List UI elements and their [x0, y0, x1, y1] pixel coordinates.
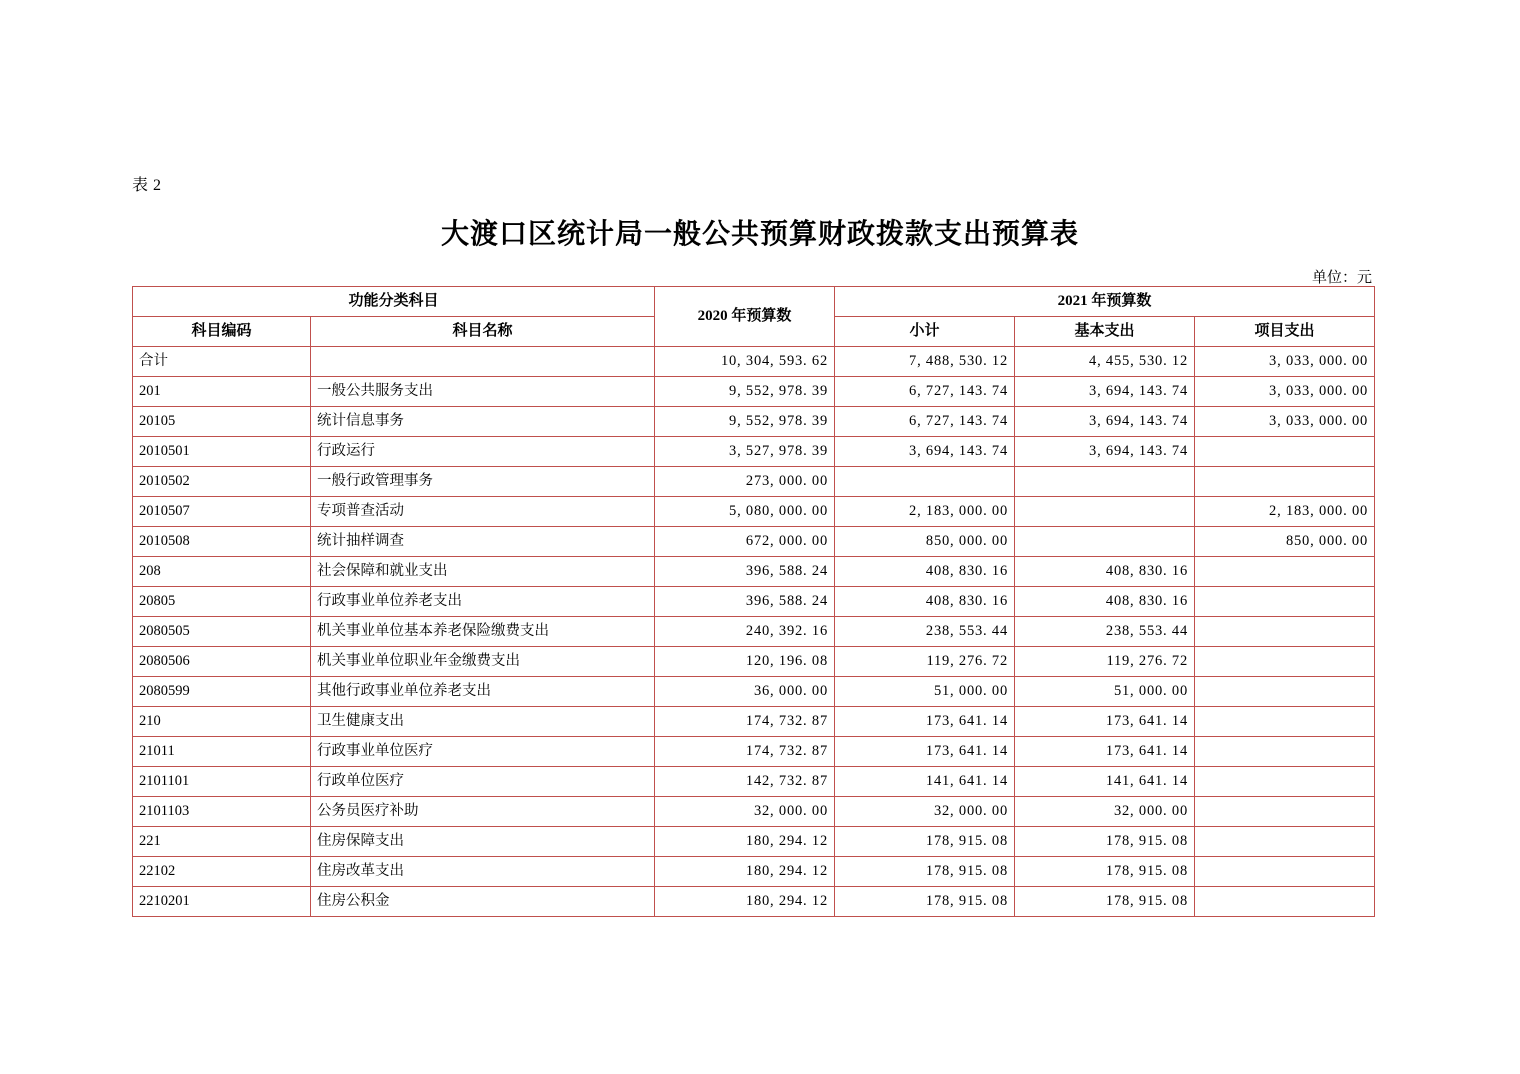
- table-row: [133, 347, 1375, 377]
- cell-2021-basic: 178, 915. 08: [1015, 857, 1195, 887]
- cell-2020-budget: 36, 000. 00: [655, 677, 835, 707]
- cell-subject-name: 住房改革支出: [311, 857, 655, 887]
- cell-2021-basic: 3, 694, 143. 74: [1015, 377, 1195, 407]
- cell-2020-budget: 9, 552, 978. 39: [655, 377, 835, 407]
- table-row: [133, 707, 1375, 737]
- cell-2021-project: [1195, 797, 1375, 827]
- cell-2021-subtotal: 238, 553. 44: [835, 617, 1015, 647]
- cell-2021-basic: 51, 000. 00: [1015, 677, 1195, 707]
- cell-subject-code: 2010507: [133, 497, 311, 527]
- cell-2021-subtotal: 850, 000. 00: [835, 527, 1015, 557]
- cell-2021-subtotal: 408, 830. 16: [835, 557, 1015, 587]
- cell-2020-budget: 396, 588. 24: [655, 587, 835, 617]
- cell-2021-subtotal: 408, 830. 16: [835, 587, 1015, 617]
- cell-subject-name: 一般公共服务支出: [311, 377, 655, 407]
- cell-subject-code: 21011: [133, 737, 311, 767]
- cell-2021-project: [1195, 887, 1375, 917]
- cell-2020-budget: 3, 527, 978. 39: [655, 437, 835, 467]
- cell-subject-name: 公务员医疗补助: [311, 797, 655, 827]
- cell-2020-budget: 174, 732. 87: [655, 737, 835, 767]
- cell-2021-basic: 178, 915. 08: [1015, 827, 1195, 857]
- cell-2021-basic: 3, 694, 143. 74: [1015, 407, 1195, 437]
- cell-subject-name: 住房保障支出: [311, 827, 655, 857]
- table-row: [133, 887, 1375, 917]
- cell-2020-budget: 180, 294. 12: [655, 857, 835, 887]
- table-row: [133, 377, 1375, 407]
- cell-2021-project: 2, 183, 000. 00: [1195, 497, 1375, 527]
- cell-subject-name: 统计信息事务: [311, 407, 655, 437]
- cell-subject-code: 2010502: [133, 467, 311, 497]
- cell-subject-code: 2210201: [133, 887, 311, 917]
- cell-subject-code: 2101103: [133, 797, 311, 827]
- cell-2020-budget: 180, 294. 12: [655, 827, 835, 857]
- cell-2020-budget: 10, 304, 593. 62: [655, 347, 835, 377]
- cell-2021-subtotal: 173, 641. 14: [835, 707, 1015, 737]
- cell-subject-code: 208: [133, 557, 311, 587]
- cell-2021-subtotal: 32, 000. 00: [835, 797, 1015, 827]
- cell-2020-budget: 120, 196. 08: [655, 647, 835, 677]
- table-row: [133, 677, 1375, 707]
- cell-subject-name: [311, 347, 655, 377]
- cell-2021-basic: 3, 694, 143. 74: [1015, 437, 1195, 467]
- header-year-2021: 2021 年预算数: [835, 287, 1375, 317]
- cell-subject-name: 其他行政事业单位养老支出: [311, 677, 655, 707]
- cell-2020-budget: 273, 000. 00: [655, 467, 835, 497]
- header-functional-category: 功能分类科目: [133, 287, 655, 317]
- cell-subject-code: 2080506: [133, 647, 311, 677]
- table-row: [133, 647, 1375, 677]
- cell-2021-project: [1195, 737, 1375, 767]
- cell-2021-subtotal: 178, 915. 08: [835, 887, 1015, 917]
- page-title: 大渡口区统计局一般公共预算财政拨款支出预算表: [440, 219, 1079, 250]
- cell-2021-subtotal: 3, 694, 143. 74: [835, 437, 1015, 467]
- cell-subject-code: 20805: [133, 587, 311, 617]
- cell-2021-basic: 119, 276. 72: [1015, 647, 1195, 677]
- unit-note: 单位：元: [1311, 270, 1372, 286]
- cell-2021-project: 3, 033, 000. 00: [1195, 347, 1375, 377]
- cell-2020-budget: 240, 392. 16: [655, 617, 835, 647]
- cell-2021-basic: 141, 641. 14: [1015, 767, 1195, 797]
- cell-subject-code: 2010508: [133, 527, 311, 557]
- cell-subject-code: 2080599: [133, 677, 311, 707]
- table-body: [133, 347, 1375, 917]
- cell-2020-budget: 5, 080, 000. 00: [655, 497, 835, 527]
- cell-subject-name: 卫生健康支出: [311, 707, 655, 737]
- cell-2021-subtotal: [835, 467, 1015, 497]
- cell-subject-code: 20105: [133, 407, 311, 437]
- cell-2021-subtotal: 2, 183, 000. 00: [835, 497, 1015, 527]
- cell-2020-budget: 9, 552, 978. 39: [655, 407, 835, 437]
- cell-2021-project: [1195, 707, 1375, 737]
- cell-2021-basic: [1015, 467, 1195, 497]
- table-row: [133, 617, 1375, 647]
- cell-2021-basic: 178, 915. 08: [1015, 887, 1195, 917]
- cell-2021-subtotal: 6, 727, 143. 74: [835, 377, 1015, 407]
- table-header-row-1: [133, 287, 1375, 317]
- cell-2021-basic: 408, 830. 16: [1015, 587, 1195, 617]
- cell-subject-name: 行政运行: [311, 437, 655, 467]
- table-row: [133, 557, 1375, 587]
- sheet-label: 表 2: [132, 177, 162, 194]
- cell-subject-code: 221: [133, 827, 311, 857]
- header-year-2020: 2020 年预算数: [655, 287, 835, 347]
- cell-subject-code: 210: [133, 707, 311, 737]
- cell-subject-name: 行政事业单位养老支出: [311, 587, 655, 617]
- table-row: [133, 767, 1375, 797]
- table-row: [133, 857, 1375, 887]
- cell-2021-basic: [1015, 527, 1195, 557]
- cell-2021-basic: 238, 553. 44: [1015, 617, 1195, 647]
- cell-2020-budget: 396, 588. 24: [655, 557, 835, 587]
- table-row: [133, 737, 1375, 767]
- header-basic-expenditure: 基本支出: [1015, 317, 1195, 347]
- cell-2021-basic: 408, 830. 16: [1015, 557, 1195, 587]
- budget-table: [132, 286, 1375, 917]
- cell-subject-name: 专项普查活动: [311, 497, 655, 527]
- cell-2021-basic: 4, 455, 530. 12: [1015, 347, 1195, 377]
- cell-2021-subtotal: 119, 276. 72: [835, 647, 1015, 677]
- cell-2021-project: [1195, 767, 1375, 797]
- table-row: [133, 407, 1375, 437]
- cell-2021-subtotal: 173, 641. 14: [835, 737, 1015, 767]
- table-row: [133, 797, 1375, 827]
- cell-subject-code: 201: [133, 377, 311, 407]
- cell-2021-project: 3, 033, 000. 00: [1195, 377, 1375, 407]
- cell-2021-project: [1195, 827, 1375, 857]
- table-row: [133, 527, 1375, 557]
- cell-subject-code: 22102: [133, 857, 311, 887]
- cell-2021-subtotal: 141, 641. 14: [835, 767, 1015, 797]
- cell-2020-budget: 142, 732. 87: [655, 767, 835, 797]
- cell-subject-name: 社会保障和就业支出: [311, 557, 655, 587]
- header-project-expenditure: 项目支出: [1195, 317, 1375, 347]
- cell-2021-subtotal: 178, 915. 08: [835, 827, 1015, 857]
- cell-subject-code: 2080505: [133, 617, 311, 647]
- cell-subject-code: 合计: [133, 347, 311, 377]
- table-head: [133, 287, 1375, 347]
- cell-2020-budget: 180, 294. 12: [655, 887, 835, 917]
- cell-subject-name: 机关事业单位职业年金缴费支出: [311, 647, 655, 677]
- cell-2021-basic: [1015, 497, 1195, 527]
- table-row: [133, 827, 1375, 857]
- cell-subject-code: 2101101: [133, 767, 311, 797]
- header-subject-name: 科目名称: [311, 317, 655, 347]
- budget-table-container: [132, 286, 1374, 917]
- cell-2021-project: [1195, 677, 1375, 707]
- cell-2021-project: 850, 000. 00: [1195, 527, 1375, 557]
- cell-2021-project: [1195, 467, 1375, 497]
- cell-subject-name: 机关事业单位基本养老保险缴费支出: [311, 617, 655, 647]
- cell-2021-basic: 173, 641. 14: [1015, 737, 1195, 767]
- cell-2021-project: [1195, 437, 1375, 467]
- table-row: [133, 587, 1375, 617]
- cell-2021-basic: 173, 641. 14: [1015, 707, 1195, 737]
- cell-2021-project: [1195, 647, 1375, 677]
- cell-subject-name: 统计抽样调查: [311, 527, 655, 557]
- cell-2021-project: 3, 033, 000. 00: [1195, 407, 1375, 437]
- cell-2021-project: [1195, 857, 1375, 887]
- cell-2021-project: [1195, 557, 1375, 587]
- cell-2021-subtotal: 7, 488, 530. 12: [835, 347, 1015, 377]
- cell-subject-name: 一般行政管理事务: [311, 467, 655, 497]
- cell-2021-project: [1195, 587, 1375, 617]
- cell-2021-subtotal: 6, 727, 143. 74: [835, 407, 1015, 437]
- header-subtotal: 小计: [835, 317, 1015, 347]
- cell-subject-name: 住房公积金: [311, 887, 655, 917]
- table-row: [133, 497, 1375, 527]
- cell-2020-budget: 672, 000. 00: [655, 527, 835, 557]
- cell-subject-code: 2010501: [133, 437, 311, 467]
- cell-2020-budget: 174, 732. 87: [655, 707, 835, 737]
- cell-2020-budget: 32, 000. 00: [655, 797, 835, 827]
- cell-2021-basic: 32, 000. 00: [1015, 797, 1195, 827]
- header-subject-code: 科目编码: [133, 317, 311, 347]
- cell-subject-name: 行政单位医疗: [311, 767, 655, 797]
- cell-2021-project: [1195, 617, 1375, 647]
- cell-2021-subtotal: 51, 000. 00: [835, 677, 1015, 707]
- table-row: [133, 467, 1375, 497]
- cell-2021-subtotal: 178, 915. 08: [835, 857, 1015, 887]
- table-row: [133, 437, 1375, 467]
- cell-subject-name: 行政事业单位医疗: [311, 737, 655, 767]
